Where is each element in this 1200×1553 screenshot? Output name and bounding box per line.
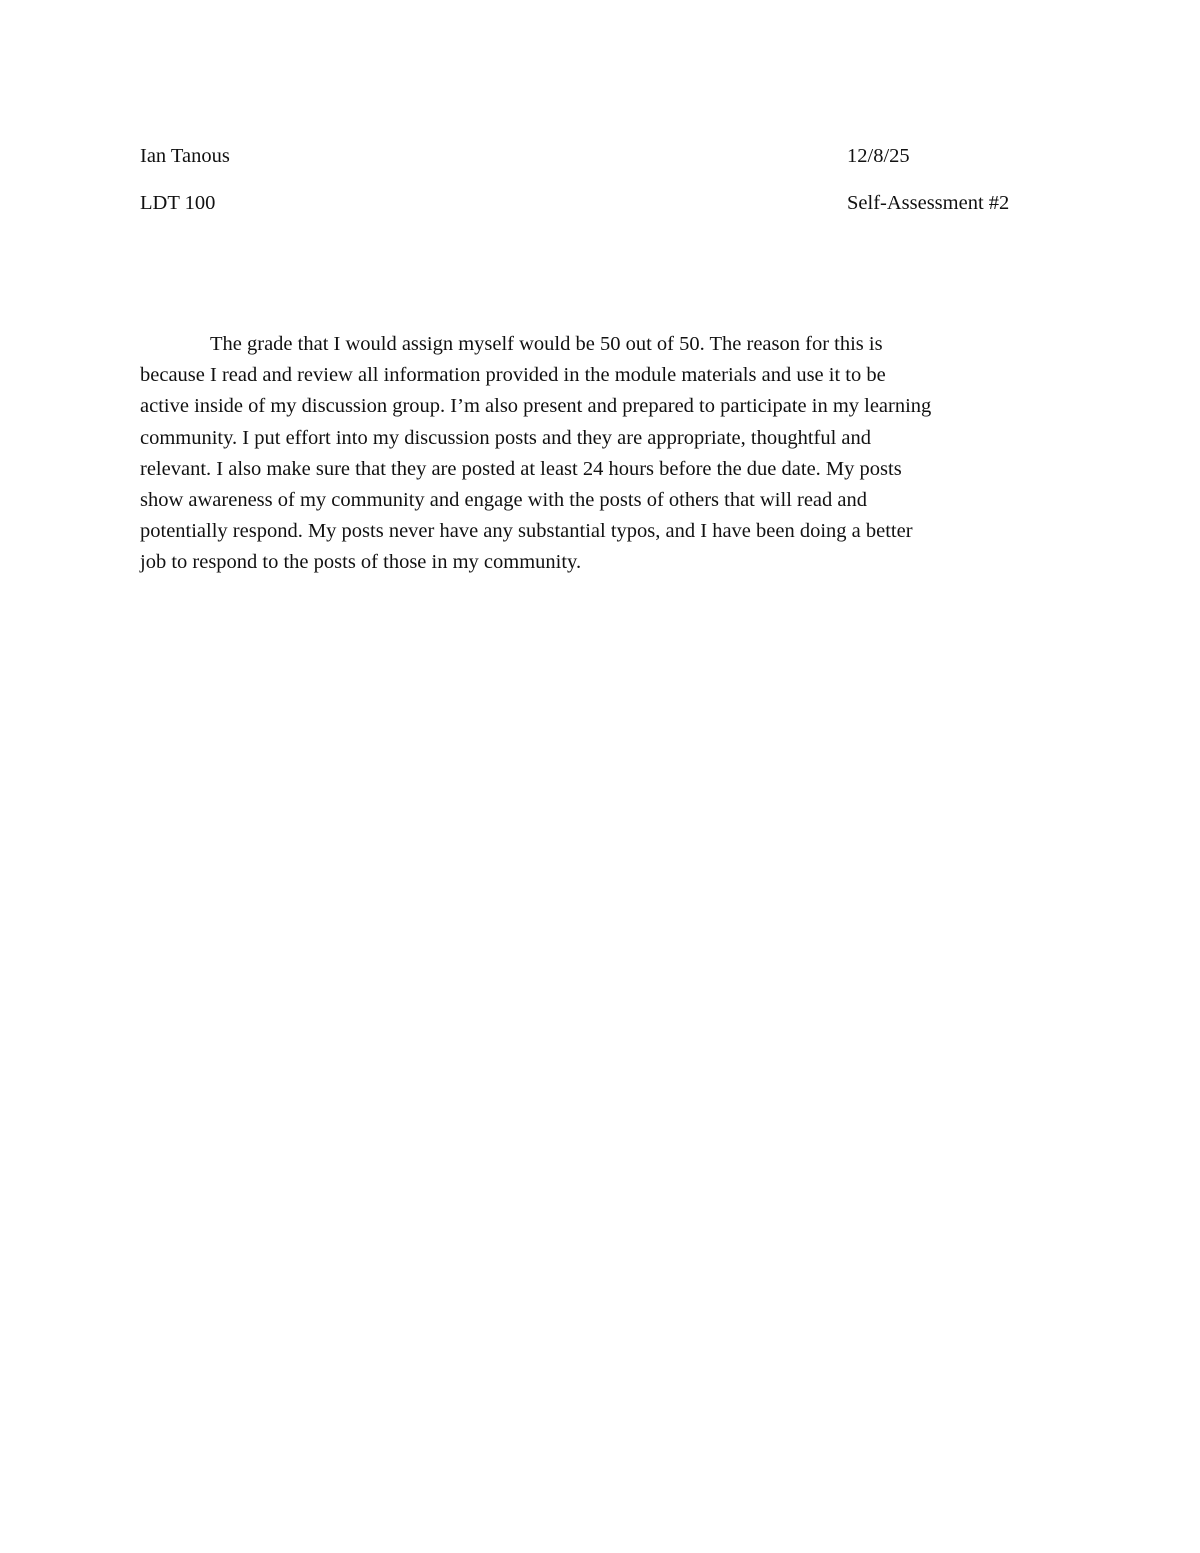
student-name: Ian Tanous [140, 145, 230, 167]
paragraph-line: The grade that I would assign myself would be 50 out of 50. The reason for this is [210, 333, 883, 355]
paragraph-line: because I read and review all information provided in the module materials and use it to be [140, 364, 886, 387]
assignment-title: Self-Assessment #2 [847, 192, 1010, 214]
submission-date: 12/8/25 [847, 145, 910, 167]
body-paragraph [140, 329, 1055, 579]
paragraph-line: active inside of my discussion group. I’m also present and prepared to participate in my learning [140, 395, 932, 418]
paragraph-line: community. I put effort into my discussion posts and they are appropriate, thoughtful and [140, 426, 872, 449]
paragraph-line: potentially respond. My posts never have any substantial typos, and I have been doing a better [140, 520, 913, 543]
course-code: LDT 100 [140, 192, 216, 214]
paragraph-line: relevant. I also make sure that they are posted at least 24 hours before the due date. My posts [140, 457, 902, 480]
paragraph-line: show awareness of my community and engage with the posts of others that will read and [140, 489, 868, 512]
paragraph-line: job to respond to the posts of those in my community. [140, 551, 582, 574]
